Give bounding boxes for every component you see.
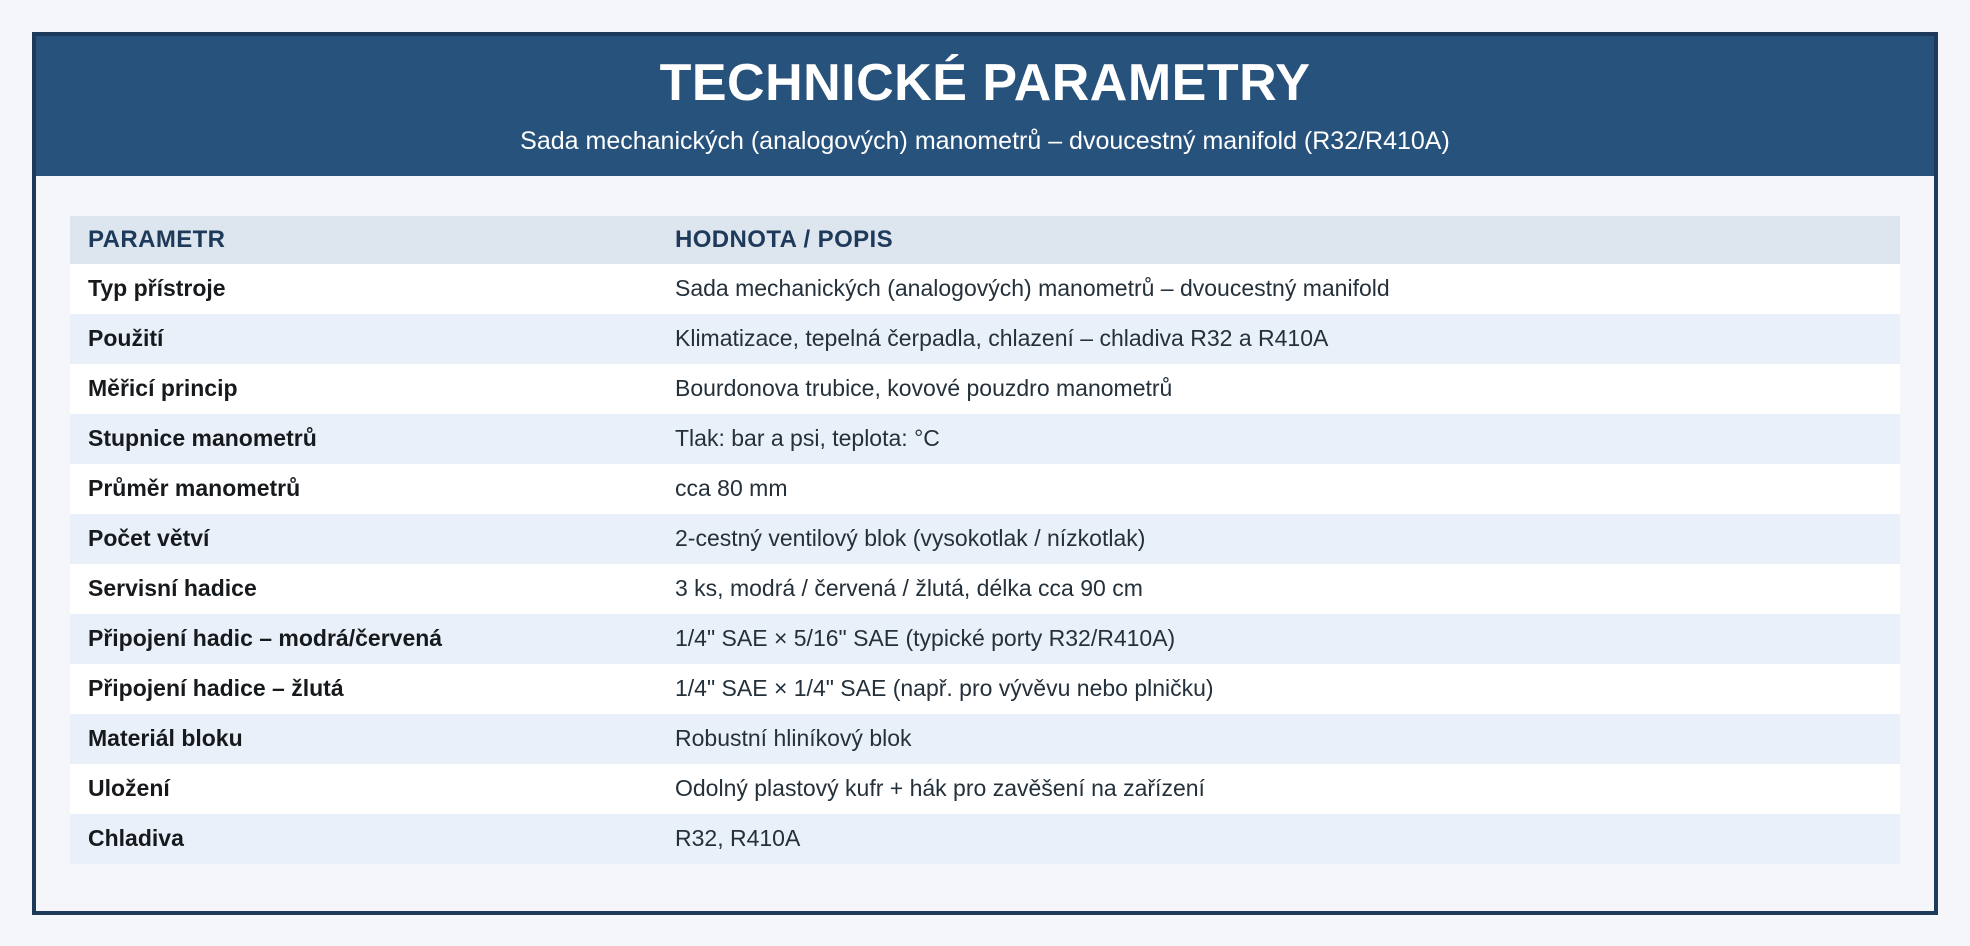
spec-table-container	[36, 176, 1934, 864]
cell-value: 1/4" SAE × 1/4" SAE (např. pro vývěvu nebo plničku)	[675, 675, 1214, 702]
cell-parameter: Chladiva	[88, 825, 184, 852]
cell-value: Bourdonova trubice, kovové pouzdro manometrů	[675, 375, 1173, 402]
cell-parameter: Stupnice manometrů	[88, 425, 317, 452]
table-body	[70, 264, 1900, 864]
cell-value: Robustní hliníkový blok	[675, 725, 912, 752]
column-header-value: HODNOTA / POPIS	[657, 216, 1900, 264]
cell-value: 1/4" SAE × 5/16" SAE (typické porty R32/R410A)	[675, 625, 1176, 652]
table-row	[70, 764, 1900, 814]
table-row	[70, 614, 1900, 664]
table-row	[70, 814, 1900, 864]
cell-value: 2-cestný ventilový blok (vysokotlak / nízkotlak)	[675, 525, 1146, 552]
page-subtitle: Sada mechanických (analogových) manometrů – dvoucestný manifold (R32/R410A)	[520, 126, 1450, 155]
table-row	[70, 714, 1900, 764]
cell-parameter: Měřicí princip	[88, 375, 238, 402]
cell-parameter: Průměr manometrů	[88, 475, 301, 502]
cell-parameter: Typ přístroje	[88, 275, 226, 302]
cell-value: Odolný plastový kufr + hák pro zavěšení na zařízení	[675, 775, 1205, 802]
table-row	[70, 314, 1900, 364]
cell-value: 3 ks, modrá / červená / žlutá, délka cca 90 cm	[675, 575, 1143, 602]
cell-parameter: Počet větví	[88, 525, 210, 552]
page-title: TECHNICKÉ PARAMETRY	[659, 54, 1311, 113]
cell-value: Klimatizace, tepelná čerpadla, chlazení – chladiva R32 a R410A	[675, 325, 1329, 352]
column-header-parameter: PARAMETR	[70, 216, 657, 264]
cell-parameter: Materiál bloku	[88, 725, 243, 752]
table-row	[70, 564, 1900, 614]
table-row	[70, 514, 1900, 564]
cell-value: cca 80 mm	[675, 475, 788, 502]
table-row	[70, 414, 1900, 464]
cell-value: Sada mechanických (analogových) manometrů – dvoucestný manifold	[675, 275, 1390, 302]
cell-parameter: Připojení hadice – žlutá	[88, 675, 344, 702]
table-row	[70, 364, 1900, 414]
card-header-banner	[36, 36, 1934, 176]
cell-parameter: Použití	[88, 325, 164, 352]
technical-parameters-table	[70, 216, 1900, 864]
table-header	[70, 216, 1900, 264]
table-header-row	[70, 216, 1900, 264]
cell-parameter: Uložení	[88, 775, 170, 802]
spec-sheet-card	[32, 32, 1938, 915]
cell-value: R32, R410A	[675, 825, 801, 852]
cell-value: Tlak: bar a psi, teplota: °C	[675, 425, 940, 452]
table-row	[70, 464, 1900, 514]
cell-parameter: Servisní hadice	[88, 575, 257, 602]
table-row	[70, 264, 1900, 314]
cell-parameter: Připojení hadic – modrá/červená	[88, 625, 443, 652]
table-row	[70, 664, 1900, 714]
